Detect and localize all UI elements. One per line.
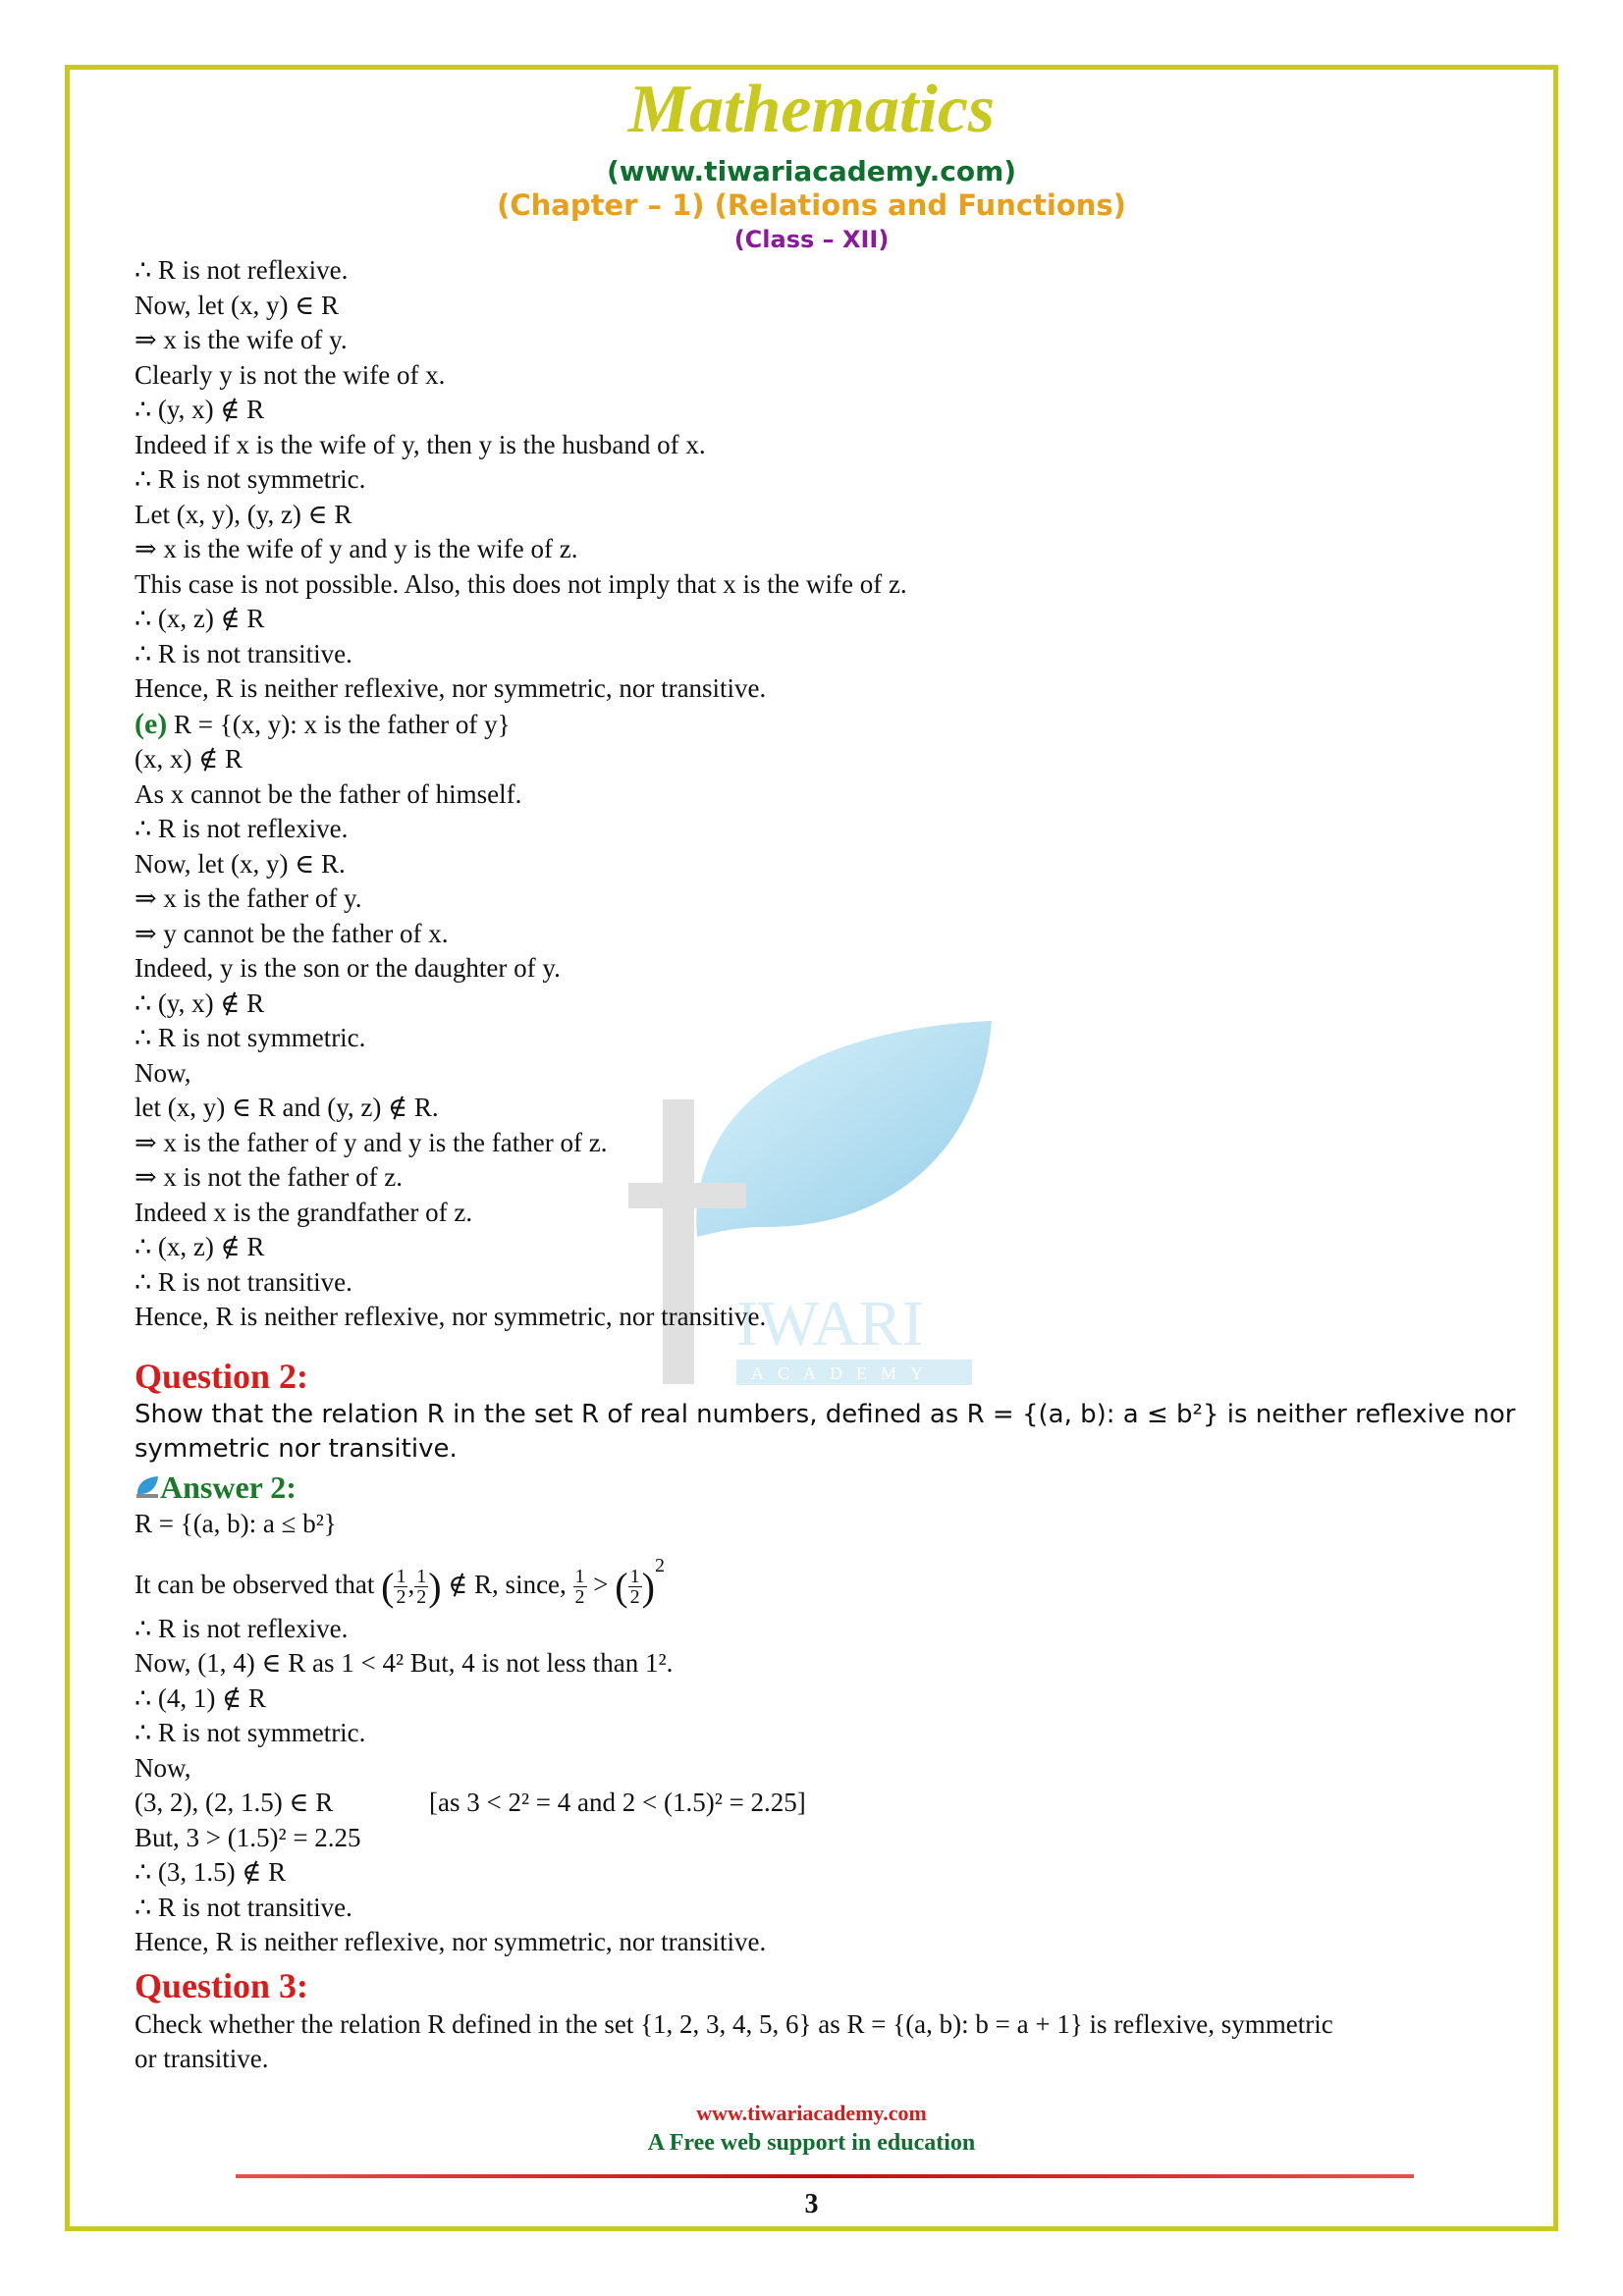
text-line: ⇒ x is the wife of y. — [135, 325, 348, 354]
text-line: (x, x) ∉ R — [135, 744, 243, 774]
text-line: ∴ R is not symmetric. — [135, 464, 366, 494]
text-line: ∴ (y, x) ∉ R — [135, 988, 265, 1018]
fraction: $\frac{1}{2}$ — [574, 1566, 585, 1609]
text-line: ∴ R is not transitive. — [135, 638, 352, 668]
text-line: ∴ R is not symmetric. — [135, 1718, 366, 1748]
question-3-heading: Question 3: — [135, 1965, 309, 2005]
text-line: This case is not possible. Also, this does not imply that x is the wife of z. — [135, 568, 907, 599]
text-line: ∴ (4, 1) ∉ R — [135, 1682, 266, 1713]
answer-2-heading: Answer 2: — [135, 1468, 1509, 1507]
fraction-line: It can be observed that ( $\frac{1}{2}$ , $\frac{1}{2}$ ) ∉ R, since, $\frac{1}{2}$ > ( $\frac{1}{2}$ )$^2$ — [135, 1555, 665, 1609]
text-line: Now, — [135, 1752, 191, 1783]
text-line: Now, (1, 4) ∈ R as 1 < 4² But, 4 is not less than 1². — [135, 1648, 674, 1679]
part-e-label: (e) — [135, 707, 168, 740]
text-line: ⇒ x is not the father of z. — [135, 1162, 404, 1192]
footer-website: www.tiwariacademy.com — [696, 2101, 927, 2125]
question-3-text: or transitive. — [135, 2044, 269, 2074]
text-line: ∴ R is not reflexive. — [135, 255, 349, 285]
text-line: Hence, R is neither reflexive, nor symmetric, nor transitive. — [135, 1927, 767, 1957]
text-line: ⇒ x is the wife of y and y is the wife of z. — [135, 534, 578, 563]
watermark-small-text: ACADEMY — [751, 1363, 938, 1383]
text-line: let (x, y) ∈ R and (y, z) ∉ R. — [135, 1093, 439, 1122]
text-line: As x cannot be the father of himself. — [135, 778, 522, 809]
text-line: ∴ (y, x) ∉ R — [135, 395, 265, 424]
question-2-text: Show that the relation R in the set R of real numbers, defined as R = {(a, b): a ≤ b²} is neither reflexive nor — [135, 1399, 1516, 1429]
fraction: $\frac{1}{2}$ — [396, 1566, 406, 1609]
question-3-text: Check whether the relation R defined in the set {1, 2, 3, 4, 5, 6} as R = {(a, b): b = a + 1} is reflexive, symmetric — [135, 2008, 1333, 2039]
question-2-heading: Question 2: — [135, 1356, 309, 1396]
text-line: ∴ (x, z) ∉ R — [135, 604, 265, 633]
text-line: Indeed if x is the wife of y, then y is the husband of x. — [135, 429, 706, 459]
fraction: $\frac{1}{2}$ — [629, 1566, 640, 1609]
text-line: ∴ R is not reflexive. — [135, 1613, 349, 1643]
text-line: ∴ (3, 1.5) ∉ R — [135, 1857, 287, 1888]
text-line: ⇒ x is the father of y. — [135, 883, 362, 913]
text-line: Hence, R is neither reflexive, nor symmetric, nor transitive. — [135, 673, 767, 703]
footer-tagline: A Free web support in education — [647, 2130, 976, 2156]
text-line: Now, let (x, y) ∈ R — [135, 290, 339, 320]
text-line: Indeed x is the grandfather of z. — [135, 1197, 473, 1227]
text-line: Let (x, y), (y, z) ∈ R — [135, 499, 352, 529]
footer-divider — [236, 2174, 1414, 2178]
text-line: (3, 2), (2, 1.5) ∈ R [as 3 < 2² = 4 and 2 < (1.5)² = 2.25] — [135, 1788, 806, 1818]
fraction: $\frac{1}{2}$ — [416, 1566, 427, 1609]
watermark-big-text: IWARI — [736, 1288, 924, 1360]
page-title: Mathematics — [627, 72, 996, 147]
page-number: 3 — [804, 2189, 819, 2219]
text-line: Now, — [135, 1057, 191, 1088]
header-website: (www.tiwariacademy.com) — [606, 155, 1017, 187]
text-line: Clearly y is not the wife of x. — [135, 359, 446, 390]
question-2-text: symmetric nor transitive. — [135, 1434, 458, 1464]
text-line: Now, let (x, y) ∈ R. — [135, 848, 346, 879]
text-line: R = {(a, b): a ≤ b²} — [135, 1508, 337, 1538]
leaf-logo-icon — [135, 1474, 160, 1500]
text-line: ∴ R is not reflexive. — [135, 814, 349, 843]
text-line: Indeed, y is the son or the daughter of y. — [135, 953, 561, 983]
page-content — [135, 253, 1516, 2077]
header-class: (Class – XII) — [733, 226, 890, 253]
header-chapter: (Chapter – 1) (Relations and Functions) — [497, 188, 1126, 222]
text-line: ∴ R is not transitive. — [135, 1266, 352, 1297]
text-line: But, 3 > (1.5)² = 2.25 — [135, 1822, 361, 1852]
text-line: Hence, R is neither reflexive, nor symmetric, nor transitive. — [135, 1302, 767, 1331]
text-line: ∴ (x, z) ∉ R — [135, 1232, 265, 1261]
text-line: ⇒ y cannot be the father of x. — [135, 918, 449, 948]
part-e-text: R = {(x, y): x is the father of y} — [174, 709, 511, 739]
part-e-line — [135, 707, 1509, 743]
text-line: ∴ R is not transitive. — [135, 1892, 352, 1922]
text-line: ⇒ x is the father of y and y is the father of z. — [135, 1127, 608, 1157]
text-line: ∴ R is not symmetric. — [135, 1023, 366, 1052]
